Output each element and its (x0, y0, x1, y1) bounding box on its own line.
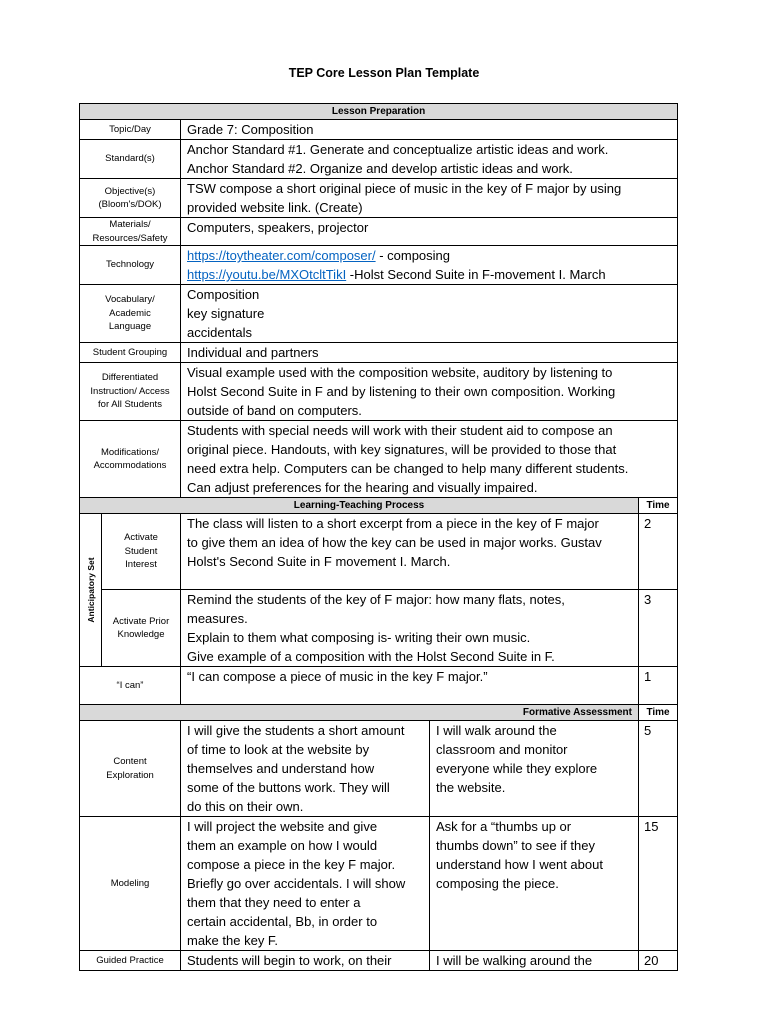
grouping-value: Individual and partners (181, 343, 678, 363)
activate-prior-time: 3 (639, 590, 678, 667)
materials-label: Materials/ Resources/Safety (80, 218, 181, 246)
i-can-label: “I can” (80, 667, 181, 705)
link-1-description: - composing (375, 248, 451, 263)
i-can-value: “I can compose a piece of music in the key F major.” (181, 667, 639, 705)
guided-practice-assessment: I will be walking around the (430, 951, 639, 971)
technology-value (181, 246, 678, 285)
formative-time-header: Time (639, 705, 678, 721)
link-2-description: -Holst Second Suite in F-movement I. March (346, 267, 606, 282)
anticipatory-set-label: Anticipatory Set (80, 514, 102, 667)
formative-assessment-header: Formative Assessment (80, 705, 639, 721)
content-exploration-assessment: I will walk around the classroom and monitor everyone while they explore the website. (430, 721, 639, 817)
activate-interest-time: 2 (639, 514, 678, 590)
guided-practice-label: Guided Practice (80, 951, 181, 971)
vocabulary-value: Composition key signature accidentals (181, 285, 678, 343)
topic-label: Topic/Day (80, 120, 181, 140)
modeling-time: 15 (639, 817, 678, 951)
activate-interest-label: Activate Student Interest (102, 514, 181, 590)
activate-prior-value: Remind the students of the key of F major: how many flats, notes, measures. Explain to them what composing is- writing their own music. Give example of a composition with the Holst Second Suite in F. (181, 590, 639, 667)
toytheater-link[interactable]: https://toytheater.com/composer/ (187, 248, 376, 263)
standards-value: Anchor Standard #1. Generate and conceptualize artistic ideas and work. Anchor Standard #2. Organize and develop artistic ideas and work. (181, 140, 678, 179)
modifications-label: Modifications/ Accommodations (80, 421, 181, 498)
lesson-plan-table (79, 103, 678, 971)
content-exploration-label: Content Exploration (80, 721, 181, 817)
modeling-assessment: Ask for a “thumbs up or thumbs down” to see if they understand how I went about composing the piece. (430, 817, 639, 951)
technology-label: Technology (80, 246, 181, 285)
page-title: TEP Core Lesson Plan Template (288, 66, 480, 80)
activate-prior-label: Activate Prior Knowledge (102, 590, 181, 667)
learning-teaching-header: Learning-Teaching Process (80, 498, 639, 514)
differentiated-value: Visual example used with the composition website, auditory by listening to Holst Second Suite in F and by listening to their own composition. Working outside of band on computers. (181, 363, 678, 421)
grouping-label: Student Grouping (80, 343, 181, 363)
differentiated-label: Differentiated Instruction/ Access for All Students (80, 363, 181, 421)
guided-practice-value: Students will begin to work, on their (181, 951, 430, 971)
activate-interest-value: The class will listen to a short excerpt from a piece in the key of F major to give them an idea of how the key can be used in major works. Gustav Holst's Second Suite in F movement I. March. (181, 514, 639, 590)
time-header: Time (639, 498, 678, 514)
lesson-preparation-header: Lesson Preparation (80, 104, 678, 120)
i-can-time: 1 (639, 667, 678, 705)
standards-label: Standard(s) (80, 140, 181, 179)
objectives-label: Objective(s) (Bloom's/DOK) (80, 179, 181, 218)
topic-value: Grade 7: Composition (181, 120, 678, 140)
objectives-value: TSW compose a short original piece of music in the key of F major by using provided website link. (Create) (181, 179, 678, 218)
youtube-link[interactable]: https://youtu.be/MXOtcltTikI (187, 267, 347, 282)
modeling-label: Modeling (80, 817, 181, 951)
guided-practice-time: 20 (639, 951, 678, 971)
content-exploration-value: I will give the students a short amount of time to look at the website by themselves and understand how some of the buttons work. They will do this on their own. (181, 721, 430, 817)
vocabulary-label: Vocabulary/ Academic Language (80, 285, 181, 343)
content-exploration-time: 5 (639, 721, 678, 817)
modeling-value: I will project the website and give them an example on how I would compose a piece in the key F major. Briefly go over accidentals. I will show them that they need to enter a certain accidental, Bb, in order to make the key F. (181, 817, 430, 951)
materials-value: Computers, speakers, projector (181, 218, 678, 246)
modifications-value: Students with special needs will work with their student aid to compose an original piece. Handouts, with key signatures, will be provided to those that need extra help. Computers can be changed to help many different students. Can adjust preferences for the hearing and visually impaired. (181, 421, 678, 498)
